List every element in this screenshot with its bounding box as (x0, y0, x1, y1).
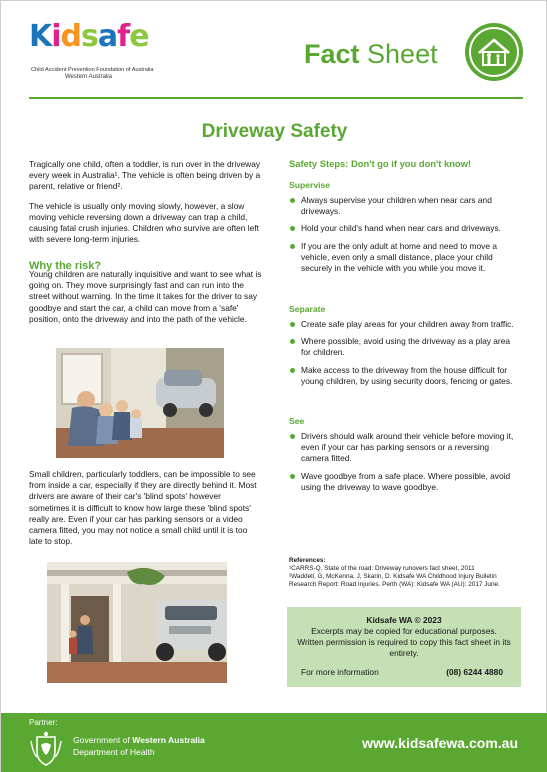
references-title: References: (289, 557, 326, 564)
header-divider (29, 97, 523, 99)
separate-list (289, 319, 519, 393)
department-name: Department of Health (73, 747, 155, 757)
page-title: Driveway Safety (201, 121, 348, 142)
house-driveway-photo (47, 562, 227, 683)
fact-sheet-title: Fact Sheet (304, 39, 438, 69)
risk-heading: Why the risk? (29, 260, 102, 272)
crush-paragraph: The vehicle is usually only moving slowly, however, a slow moving vehicle reversing down a driveway can trap a child, causing fatal crush injuries. Children who survive are often left with severe long-term injuries. (29, 200, 259, 245)
left-column (29, 159, 263, 547)
risk-paragraph: Young children are naturally inquisitive and want to see what is going on. They move surprisingly fast and can run into the street without warning. In the time it takes for the driver to say goodbye and start the car, a child can move from a 'safe' position, onto the driveway and into the path of the vehicle. (29, 269, 262, 324)
list-item: If you are the only adult at home and need to move a vehicle, even only a small distance, place your child securely in the vehicle with you while you move it. (289, 241, 519, 275)
blind-spot-paragraph: Small children, particularly toddlers, can be impossible to see from inside a car, especially if they are directly behind it. Most drivers are aware of their car's 'blind spots' however sometimes it is difficult to know how large these 'blind spots' really are. Even if your car has parking sensors or a video camera fitted, you may not notice a small child until it is too late to stop. (29, 469, 257, 547)
logo-wordmark: Kidsafe (29, 19, 149, 54)
supervise-heading: Supervise (289, 180, 331, 190)
footer-bar (1, 713, 547, 772)
kidsafe-logo (29, 19, 169, 89)
list-item: Always supervise your children when near cars and driveways. (289, 195, 519, 217)
list-item: Drivers should walk around their vehicle before moving it, even if your car has parking sensors or a reversing camera fitted. (289, 431, 519, 465)
copyright-title: Kidsafe WA © 2023 (366, 615, 442, 625)
references (289, 557, 519, 589)
list-item: Where possible, avoid using the driveway as a play area for children. (289, 336, 519, 358)
copyright-text: Excerpts may be copied for educational purposes. Written permission is required to copy this fact sheet in its entirety. (297, 626, 511, 658)
copyright-box (287, 607, 521, 687)
list-item: Create safe play areas for your children away from traffic. (289, 319, 519, 330)
logo-region: Western Australia (65, 74, 112, 80)
government-name: Government of Western Australia (73, 735, 205, 745)
wa-crest-icon (29, 731, 63, 767)
phone-number: (08) 6244 4880 (446, 667, 503, 677)
more-info-label: For more information (301, 667, 379, 677)
supervise-list (289, 195, 519, 280)
reference-2: ²Waddell, G, McKenna, J, Skarin, D. Kidsafe WA Childhood Injury Bulletin Research Report: Road Injuries. Perth (WA): Kidsafe WA (AU); 2017 June. (289, 573, 500, 588)
house-family-icon (465, 23, 523, 81)
list-item: Make access to the driveway from the house difficult for young children, by using security doors, fencing or gates. (289, 365, 519, 387)
see-heading: See (289, 416, 305, 426)
partner-label: Partner: (29, 718, 58, 727)
see-list (289, 431, 519, 499)
right-column (289, 158, 519, 492)
safety-steps-heading: Safety Steps: Don't go if you don't know! (289, 158, 472, 169)
website-link[interactable]: www.kidsafewa.com.au (362, 735, 518, 751)
intro-paragraph: Tragically one child, often a toddler, is run over in the driveway every week in Australia¹. The vehicle is often being driven by a parent, relative or friend². (29, 159, 261, 192)
family-waving-photo (56, 348, 224, 458)
separate-heading: Separate (289, 304, 326, 314)
list-item: Hold your child's hand when near cars and driveways. (289, 223, 519, 234)
reference-1: ¹CARRS-Q, State of the road: Driveway runovers fact sheet, 2011 (289, 565, 475, 572)
list-item: Wave goodbye from a safe place. Where possible, avoid using the driveway to wave goodbye. (289, 471, 519, 493)
logo-tagline: Child Accident Prevention Foundation of Australia (31, 67, 154, 73)
